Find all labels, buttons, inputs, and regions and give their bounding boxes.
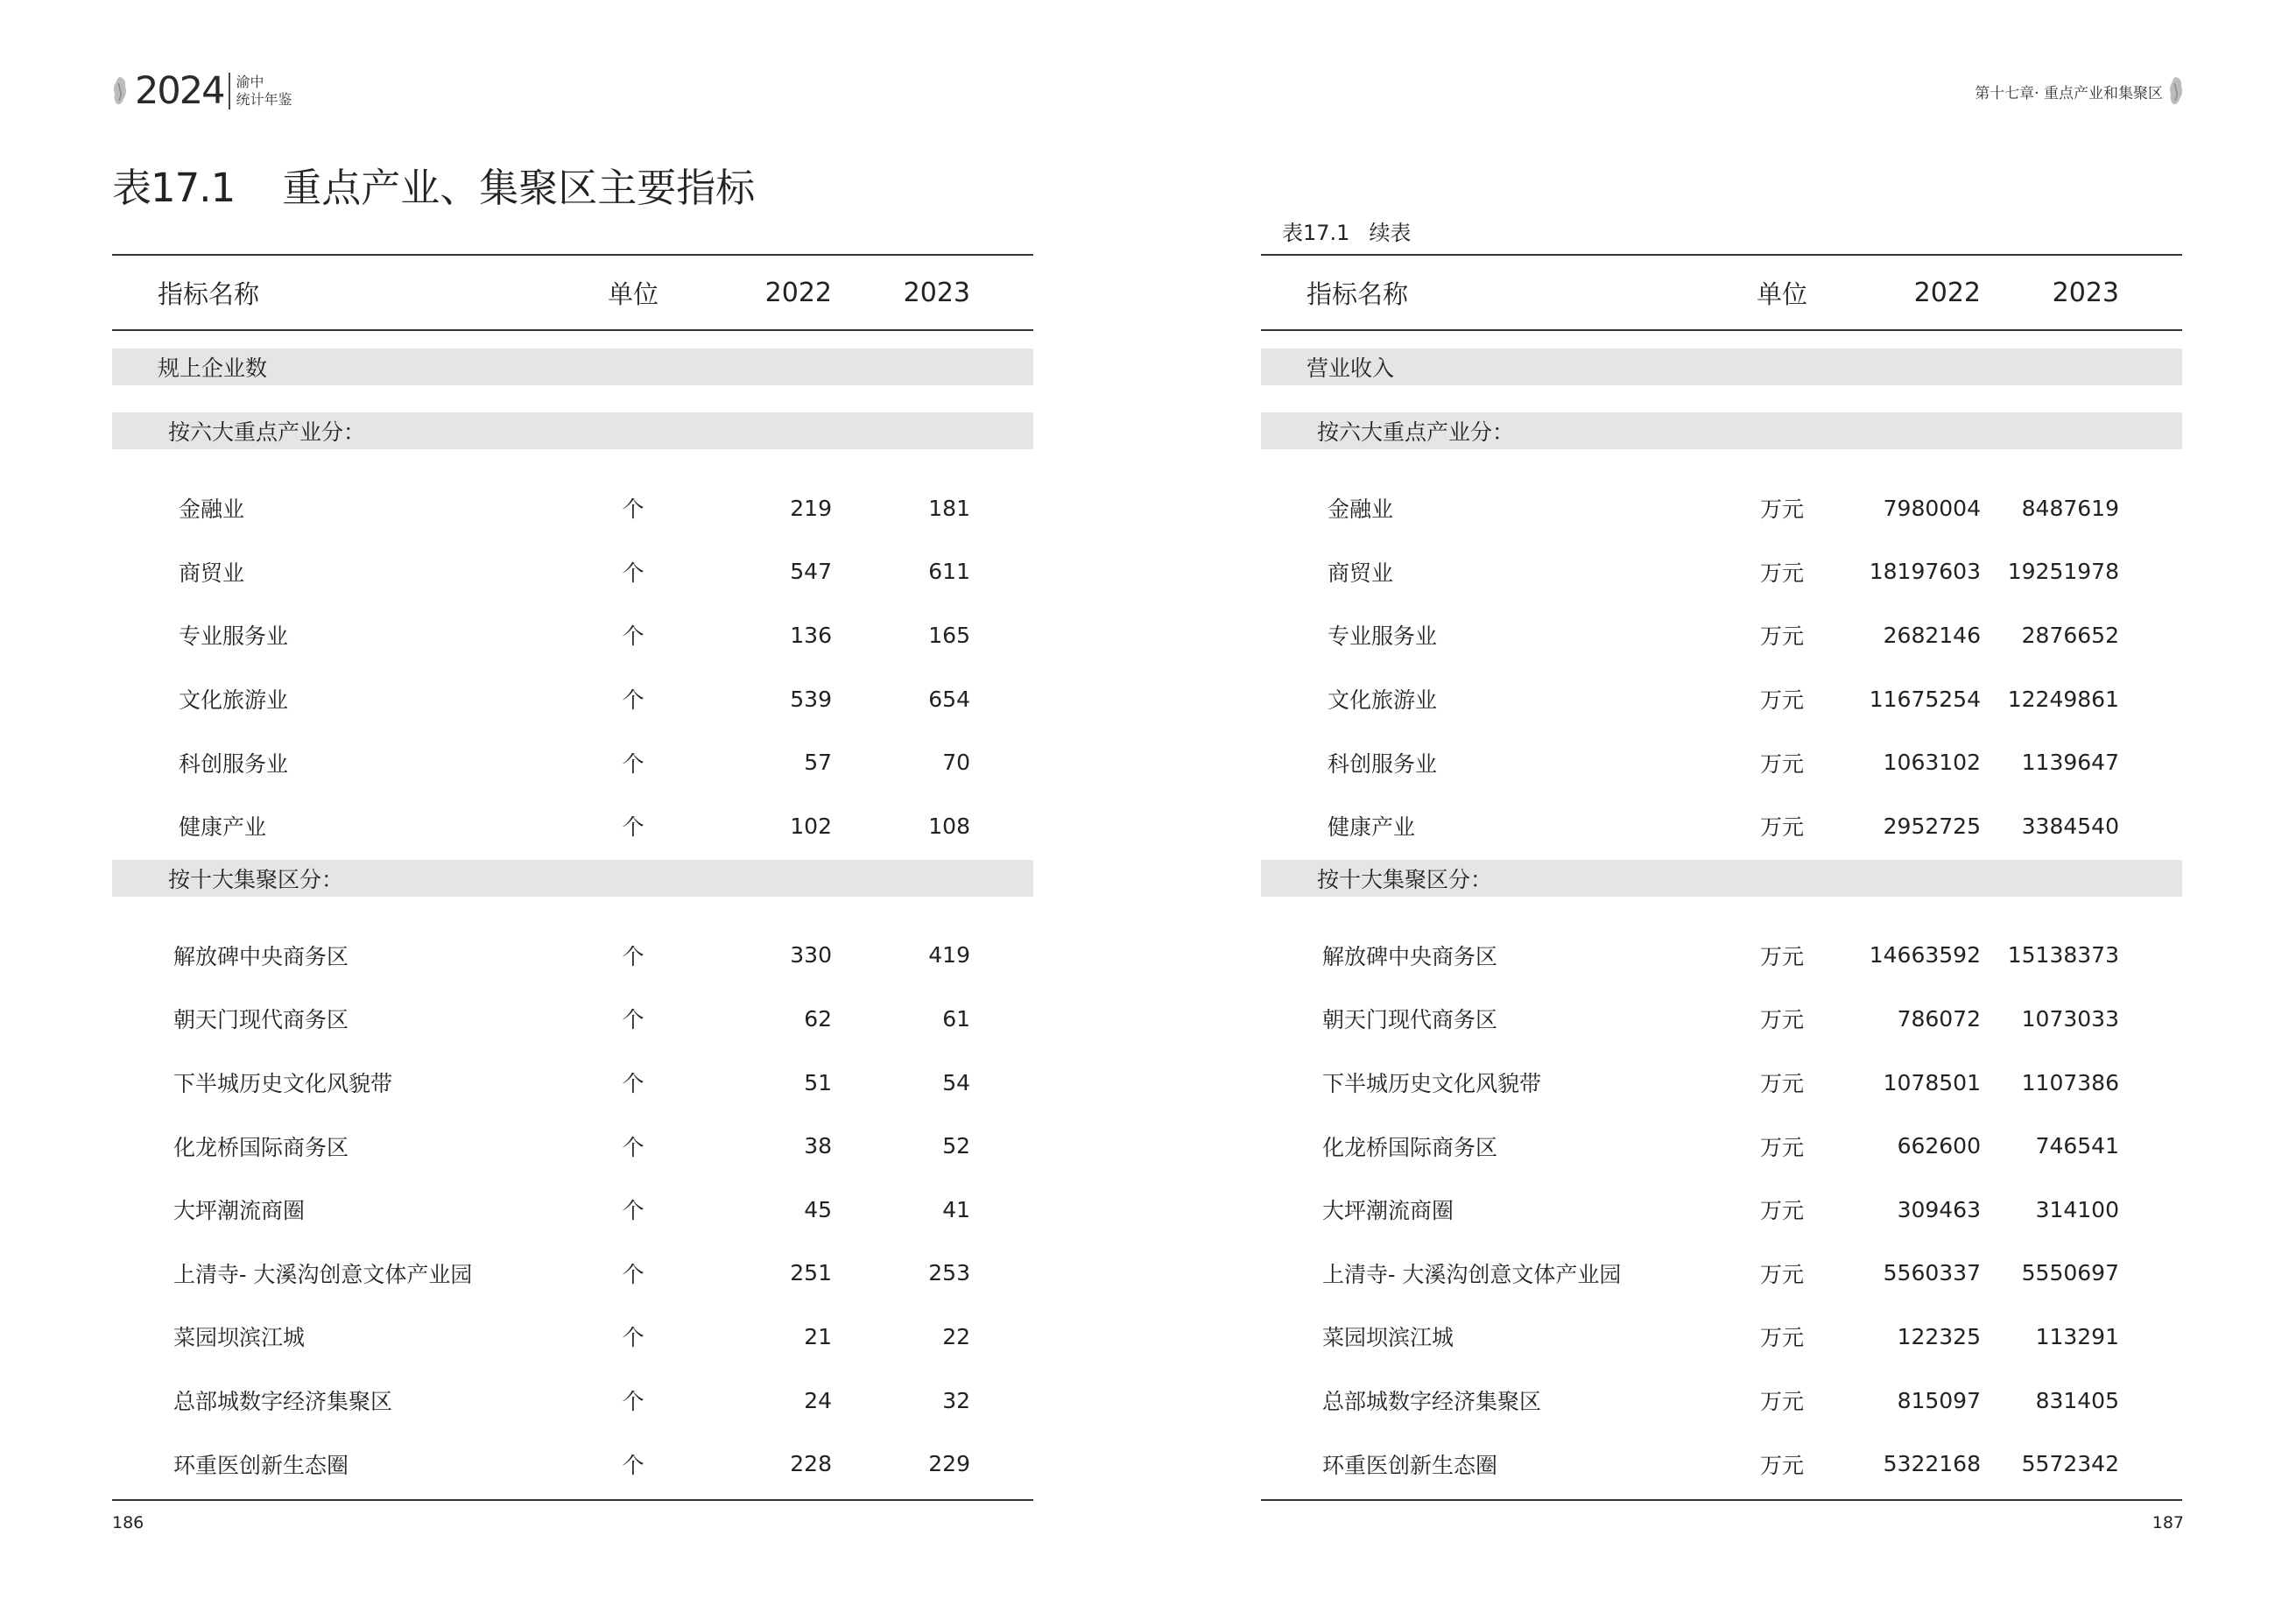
row-unit: 万元 (1759, 1198, 1804, 1224)
row-value-2023: 5550697 (2021, 1260, 2119, 1286)
row-unit: 万元 (1759, 560, 1804, 586)
row-value-2022: 102 (790, 813, 832, 839)
row-value-2022: 547 (790, 559, 832, 585)
row-name: 金融业 (1328, 497, 1394, 523)
table-row (112, 1432, 1033, 1496)
header-unit: 单位 (607, 278, 659, 309)
seal-logo-icon (2168, 75, 2184, 107)
page-number-right: 187 (2152, 1513, 2184, 1532)
yearbook-brand (112, 67, 292, 116)
table-row (112, 540, 1033, 604)
continuation-label: 续表 (1369, 221, 1412, 245)
header-year-2023: 2023 (903, 277, 970, 308)
section-label: 规上企业数 (158, 356, 268, 381)
seal-logo-icon (112, 75, 128, 107)
row-unit: 个 (622, 497, 644, 523)
chapter-title: 第十七章· 重点产业和集聚区 (1975, 84, 2163, 102)
table-row (112, 1305, 1033, 1369)
row-unit: 万元 (1759, 1007, 1804, 1033)
row-value-2022: 18197603 (1869, 559, 1981, 585)
row-name: 大坪潮流商圈 (173, 1198, 306, 1224)
row-value-2022: 51 (804, 1069, 832, 1095)
row-value-2023: 113291 (2035, 1323, 2119, 1349)
row-value-2022: 228 (790, 1451, 832, 1477)
table-body (112, 331, 1033, 1501)
table-row (1261, 987, 2182, 1051)
yearbook-year: 2024 (135, 68, 224, 113)
row-value-2023: 831405 (2035, 1387, 2119, 1413)
table-title (112, 156, 755, 213)
row-unit: 万元 (1759, 943, 1804, 969)
row-name: 文化旅游业 (179, 687, 289, 714)
row-value-2023: 32 (942, 1387, 970, 1413)
row-unit: 个 (622, 1198, 644, 1224)
table-row (1261, 603, 2182, 667)
row-value-2022: 62 (804, 1005, 832, 1032)
row-name: 解放碑中央商务区 (173, 943, 349, 969)
row-value-2022: 11675254 (1869, 686, 1981, 712)
table-row (1261, 1178, 2182, 1242)
row-name: 健康产业 (179, 814, 267, 841)
table-header (112, 254, 1033, 331)
row-unit: 个 (622, 1452, 644, 1478)
table-row (1261, 730, 2182, 794)
row-name: 上清寺- 大溪沟创意文体产业园 (1322, 1261, 1622, 1287)
row-value-2023: 15138373 (2007, 942, 2119, 969)
row-unit: 万元 (1759, 1452, 1804, 1478)
row-value-2022: 14663592 (1869, 942, 1981, 969)
table-row (1261, 1114, 2182, 1178)
section-label: 营业收入 (1306, 356, 1395, 381)
row-value-2022: 5560337 (1883, 1260, 1981, 1286)
group-label: 按六大重点产业分： (1317, 419, 1515, 445)
row-value-2022: 7980004 (1883, 495, 1981, 521)
row-unit: 万元 (1759, 623, 1804, 650)
table-row (1261, 1432, 2182, 1496)
table-row (112, 667, 1033, 731)
row-value-2022: 24 (804, 1387, 832, 1413)
row-unit: 个 (622, 814, 644, 841)
row-value-2022: 309463 (1897, 1196, 1981, 1222)
row-value-2023: 746541 (2035, 1133, 2119, 1159)
row-value-2023: 54 (942, 1069, 970, 1095)
table-row (1261, 667, 2182, 731)
row-value-2022: 38 (804, 1133, 832, 1159)
row-unit: 个 (622, 943, 644, 969)
row-name: 化龙桥国际商务区 (173, 1134, 349, 1160)
row-value-2022: 136 (790, 622, 832, 648)
row-value-2023: 2876652 (2021, 622, 2119, 648)
table-row (112, 1114, 1033, 1178)
row-value-2023: 314100 (2035, 1196, 2119, 1222)
continuation-title (1282, 215, 1411, 246)
row-name: 环重医创新生态圈 (1322, 1452, 1498, 1478)
table-row (112, 1242, 1033, 1306)
row-unit: 万元 (1759, 687, 1804, 714)
row-name: 文化旅游业 (1328, 687, 1438, 714)
group-label: 按十大集聚区分： (1317, 866, 1493, 892)
row-value-2023: 1139647 (2021, 750, 2119, 776)
row-name: 化龙桥国际商务区 (1322, 1134, 1498, 1160)
row-unit: 万元 (1759, 1325, 1804, 1351)
row-value-2022: 21 (804, 1323, 832, 1349)
row-value-2023: 19251978 (2007, 559, 2119, 585)
row-value-2022: 662600 (1897, 1133, 1981, 1159)
header-year-2022: 2022 (764, 277, 832, 308)
row-unit: 个 (622, 687, 644, 714)
row-value-2023: 108 (928, 813, 970, 839)
row-value-2023: 1073033 (2021, 1005, 2119, 1032)
row-name: 商贸业 (179, 560, 245, 586)
row-value-2023: 611 (928, 559, 970, 585)
row-name: 专业服务业 (179, 623, 289, 650)
brand-divider (229, 73, 230, 109)
row-name: 总部城数字经济集聚区 (173, 1389, 393, 1415)
row-value-2022: 786072 (1897, 1005, 1981, 1032)
row-name: 科创服务业 (1328, 750, 1438, 777)
group-label: 按十大集聚区分： (168, 866, 344, 892)
row-value-2022: 539 (790, 686, 832, 712)
row-value-2023: 181 (928, 495, 970, 521)
section-row (1261, 349, 2182, 385)
row-value-2023: 419 (928, 942, 970, 969)
continuation-table-number: 表17.1 (1282, 221, 1350, 245)
row-value-2023: 61 (942, 1005, 970, 1032)
row-value-2023: 70 (942, 750, 970, 776)
row-unit: 万元 (1759, 814, 1804, 841)
table-row (112, 1369, 1033, 1433)
row-name: 专业服务业 (1328, 623, 1438, 650)
group-row-clusters (1261, 860, 2182, 897)
page-number-left: 186 (112, 1513, 144, 1532)
table-row (1261, 540, 2182, 604)
row-value-2022: 219 (790, 495, 832, 521)
row-value-2023: 5572342 (2021, 1451, 2119, 1477)
row-name: 上清寺- 大溪沟创意文体产业园 (173, 1261, 473, 1287)
row-name: 健康产业 (1328, 814, 1416, 841)
row-unit: 个 (622, 750, 644, 777)
table-row (1261, 1369, 2182, 1433)
left-table (112, 254, 1033, 1501)
industry-rows (112, 476, 1033, 860)
row-unit: 万元 (1759, 497, 1804, 523)
group-row-clusters (112, 860, 1033, 897)
row-value-2023: 12249861 (2007, 686, 2119, 712)
row-value-2022: 5322168 (1883, 1451, 1981, 1477)
row-unit: 个 (622, 1134, 644, 1160)
row-value-2022: 2952725 (1883, 813, 1981, 839)
group-label: 按六大重点产业分： (168, 419, 366, 445)
row-value-2022: 1063102 (1883, 750, 1981, 776)
row-name: 菜园坝滨江城 (1322, 1325, 1454, 1351)
table-row (1261, 476, 2182, 540)
row-value-2023: 8487619 (2021, 495, 2119, 521)
table-row (1261, 1305, 2182, 1369)
row-value-2023: 1107386 (2021, 1069, 2119, 1095)
row-value-2023: 654 (928, 686, 970, 712)
group-row-industries (1261, 412, 2182, 449)
row-unit: 万元 (1759, 1261, 1804, 1287)
table-header (1261, 254, 2182, 331)
row-unit: 个 (622, 1071, 644, 1097)
row-name: 下半城历史文化风貌带 (1322, 1071, 1542, 1097)
row-name: 商贸业 (1328, 560, 1394, 586)
table-row (1261, 1242, 2182, 1306)
row-unit: 个 (622, 623, 644, 650)
yearbook-name (236, 74, 292, 109)
table-row (112, 730, 1033, 794)
row-name: 金融业 (179, 497, 245, 523)
row-value-2023: 22 (942, 1323, 970, 1349)
header-indicator-name: 指标名称 (1306, 278, 1409, 309)
table-body (1261, 331, 2182, 1501)
row-unit: 个 (622, 1325, 644, 1351)
row-name: 解放碑中央商务区 (1322, 943, 1498, 969)
row-unit: 万元 (1759, 1071, 1804, 1097)
chapter-header (1975, 74, 2184, 109)
cluster-rows (112, 924, 1033, 1496)
table-row (112, 1051, 1033, 1115)
table-row (1261, 1051, 2182, 1115)
table-row (112, 1178, 1033, 1242)
row-value-2022: 122325 (1897, 1323, 1981, 1349)
table-title-text: 重点产业、集聚区主要指标 (282, 165, 756, 211)
table-row (112, 794, 1033, 858)
row-name: 下半城历史文化风貌带 (173, 1071, 393, 1097)
header-year-2023: 2023 (2052, 277, 2119, 308)
header-year-2022: 2022 (1913, 277, 1981, 308)
header-unit: 单位 (1756, 278, 1807, 309)
group-row-industries (112, 412, 1033, 449)
row-name: 朝天门现代商务区 (173, 1007, 349, 1033)
row-value-2023: 41 (942, 1196, 970, 1222)
table-row (112, 603, 1033, 667)
yearbook-name-line2: 统计年鉴 (236, 91, 292, 108)
row-value-2023: 52 (942, 1133, 970, 1159)
row-value-2023: 229 (928, 1451, 970, 1477)
right-table (1261, 254, 2182, 1501)
table-row (112, 987, 1033, 1051)
cluster-rows (1261, 924, 2182, 1496)
row-name: 环重医创新生态圈 (173, 1452, 349, 1478)
row-name: 总部城数字经济集聚区 (1322, 1389, 1542, 1415)
row-value-2022: 2682146 (1883, 622, 1981, 648)
header-indicator-name: 指标名称 (158, 278, 260, 309)
row-value-2022: 251 (790, 1260, 832, 1286)
section-row (112, 349, 1033, 385)
row-unit: 万元 (1759, 1389, 1804, 1415)
row-unit: 个 (622, 1261, 644, 1287)
row-name: 菜园坝滨江城 (173, 1325, 306, 1351)
row-name: 科创服务业 (179, 750, 289, 777)
row-value-2022: 330 (790, 942, 832, 969)
row-unit: 万元 (1759, 1134, 1804, 1160)
row-unit: 个 (622, 1389, 644, 1415)
table-number: 表17.1 (112, 165, 236, 211)
industry-rows (1261, 476, 2182, 860)
row-name: 大坪潮流商圈 (1322, 1198, 1454, 1224)
table-row (1261, 924, 2182, 988)
table-row (1261, 794, 2182, 858)
yearbook-name-line1: 渝中 (236, 74, 264, 90)
row-unit: 个 (622, 560, 644, 586)
row-value-2022: 1078501 (1883, 1069, 1981, 1095)
row-value-2022: 45 (804, 1196, 832, 1222)
table-row (112, 924, 1033, 988)
row-value-2022: 57 (804, 750, 832, 776)
row-value-2023: 253 (928, 1260, 970, 1286)
row-value-2022: 815097 (1897, 1387, 1981, 1413)
row-unit: 个 (622, 1007, 644, 1033)
row-unit: 万元 (1759, 750, 1804, 777)
row-name: 朝天门现代商务区 (1322, 1007, 1498, 1033)
table-row (112, 476, 1033, 540)
row-value-2023: 3384540 (2021, 813, 2119, 839)
row-value-2023: 165 (928, 622, 970, 648)
